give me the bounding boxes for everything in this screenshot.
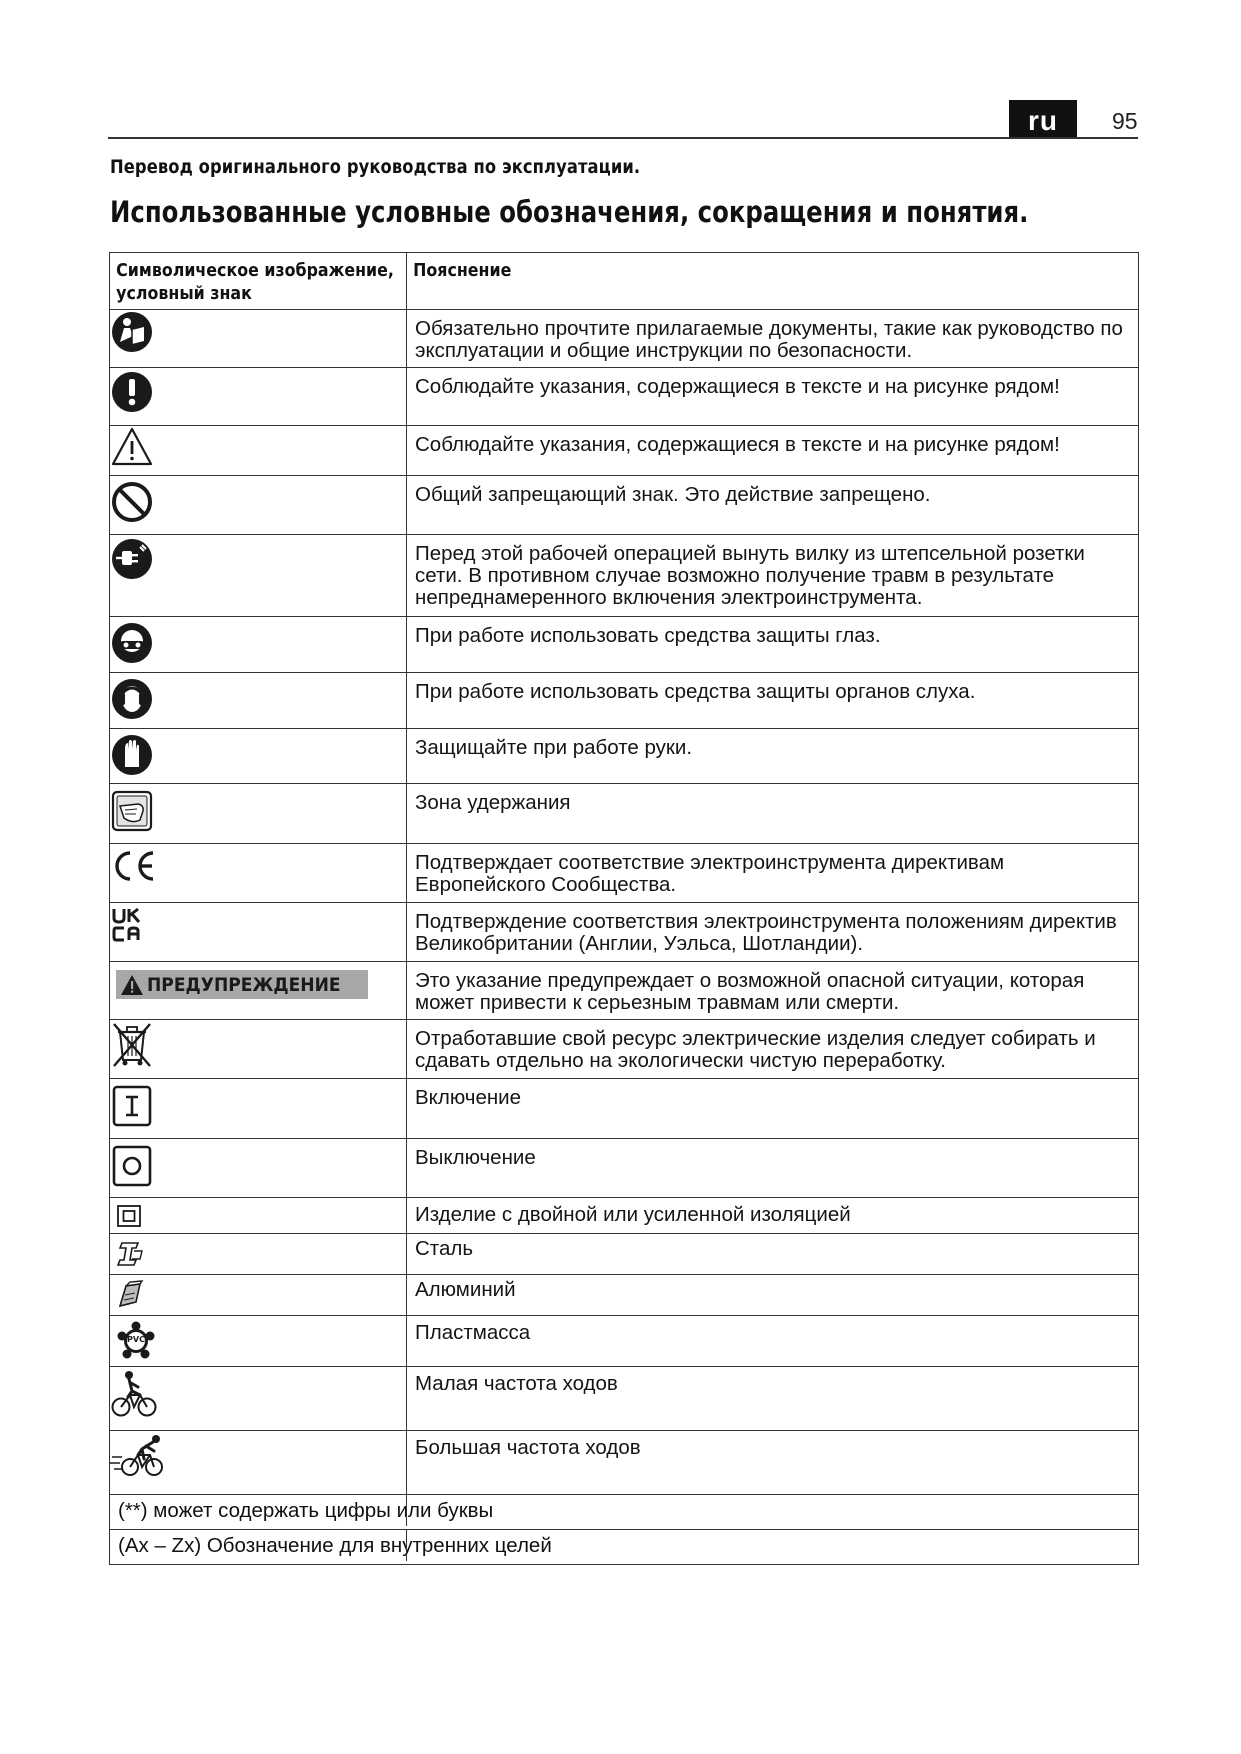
row-text: Соблюдайте указания, содержащиеся в тексте и на рисунке рядом!: [415, 375, 1060, 398]
row-text: Малая частота ходов: [415, 1372, 618, 1395]
row-text: Общий запрещающий знак. Это действие запрещено.: [415, 483, 931, 506]
weee-bin-icon: [110, 1020, 154, 1068]
row-text: Включение: [415, 1086, 522, 1109]
footnote-text: (**) может содержать цифры или буквы: [118, 1499, 494, 1522]
column-header-explanation: Пояснение: [413, 260, 512, 281]
row-text: Пластмасса: [415, 1321, 531, 1344]
table-row: [110, 1020, 1139, 1079]
row-text: Обязательно прочтите прилагаемые документы, такие как руководство по эксплуатации и общие инструкции по безопасности.: [415, 317, 1123, 362]
exclamation-icon: [110, 368, 154, 414]
table-row: [110, 368, 1139, 426]
warning-label-text: ПРЕДУПРЕЖДЕНИЕ: [147, 973, 341, 996]
high-stroke-rate-icon: [110, 1431, 170, 1481]
row-text: Подтверждает соответствие электроинструмента директивам Европейского Сообщества.: [415, 851, 1005, 896]
footnote-row: [110, 1495, 1139, 1530]
row-text: Выключение: [415, 1146, 536, 1169]
column-header-symbol: Символическое изображение, условный знак: [116, 260, 394, 304]
gloves-icon: [110, 729, 154, 777]
header-rule: [108, 137, 1138, 139]
warning-triangle-small-icon: [120, 974, 144, 996]
warning-label-icon: [116, 970, 368, 999]
hearing-protection-icon: [110, 673, 154, 721]
table-row: [110, 1139, 1139, 1198]
row-text: Это указание предупреждает о возможной опасной ситуации, которая может привести к серьезным травмам или смерти.: [415, 969, 1085, 1014]
table-row: [110, 1316, 1139, 1367]
table-row: [110, 784, 1139, 844]
page-number: 95: [1112, 108, 1138, 134]
pvc-label: PVC: [127, 1335, 145, 1344]
table-row: [110, 1275, 1139, 1316]
steel-icon: [116, 1239, 146, 1269]
language-badge: ru: [1009, 100, 1077, 137]
table-row: [110, 962, 1139, 1020]
table-row: [110, 673, 1139, 729]
power-on-icon: [110, 1079, 154, 1129]
table-row: [110, 476, 1139, 535]
row-text: Перед этой рабочей операцией вынуть вилку из штепсельной розетки сети. В противном случае возможно получение травм в результате непреднамеренного включения электроинструмента.: [415, 542, 1085, 609]
row-text: Зона удержания: [415, 791, 571, 814]
document-subtitle: Перевод оригинального руководства по эксплуатации.: [110, 156, 641, 178]
power-off-icon: [110, 1139, 154, 1189]
row-text: Подтверждение соответствия электроинструмента положениям директив Великобритании (Англии, Уэльса, Шотландии).: [415, 910, 1117, 955]
row-text: Алюминий: [415, 1278, 516, 1301]
table-row: [110, 1198, 1139, 1234]
grip-zone-icon: [110, 784, 154, 832]
low-stroke-rate-icon: [110, 1367, 158, 1421]
row-text: Большая частота ходов: [415, 1436, 641, 1459]
aluminium-icon: [116, 1280, 146, 1310]
footnote-row: [110, 1530, 1139, 1565]
table-header-row: [110, 253, 1139, 310]
table-row: [110, 1079, 1139, 1139]
table-row: [110, 426, 1139, 476]
table-row: [110, 535, 1139, 617]
eye-protection-icon: [110, 617, 154, 665]
warning-triangle-icon: [110, 426, 154, 468]
table-row: [110, 729, 1139, 784]
table-row: [110, 1234, 1139, 1275]
ukca-mark-icon: [110, 903, 154, 947]
prohibition-icon: [110, 476, 154, 524]
row-text: Соблюдайте указания, содержащиеся в тексте и на рисунке рядом!: [415, 433, 1060, 456]
unplug-icon: [110, 535, 154, 581]
table-row: [110, 310, 1139, 368]
section-title: Использованные условные обозначения, сокращения и понятия.: [110, 195, 1029, 229]
row-text: Сталь: [415, 1237, 474, 1260]
table-row: [110, 903, 1139, 962]
row-text: При работе использовать средства защиты глаз.: [415, 624, 881, 647]
plastic-pvc-icon: [116, 1321, 156, 1361]
row-text: При работе использовать средства защиты органов слуха.: [415, 680, 976, 703]
read-manual-icon: [110, 310, 154, 354]
table-row: [110, 1367, 1139, 1431]
double-insulation-icon: [116, 1204, 142, 1228]
table-row: [110, 617, 1139, 673]
row-text: Отработавшие свой ресурс электрические изделия следует собирать и сдавать отдельно на экологически чистую переработку.: [415, 1027, 1096, 1072]
row-text: Защищайте при работе руки.: [415, 736, 693, 759]
table-row: [110, 1431, 1139, 1495]
row-text: Изделие с двойной или усиленной изоляцией: [415, 1203, 851, 1226]
symbols-table: [109, 252, 1139, 1565]
footnote-text: (Ax – Zx) Обозначение для внутренних целей: [118, 1534, 552, 1557]
ce-mark-icon: [110, 844, 160, 888]
table-row: [110, 844, 1139, 903]
